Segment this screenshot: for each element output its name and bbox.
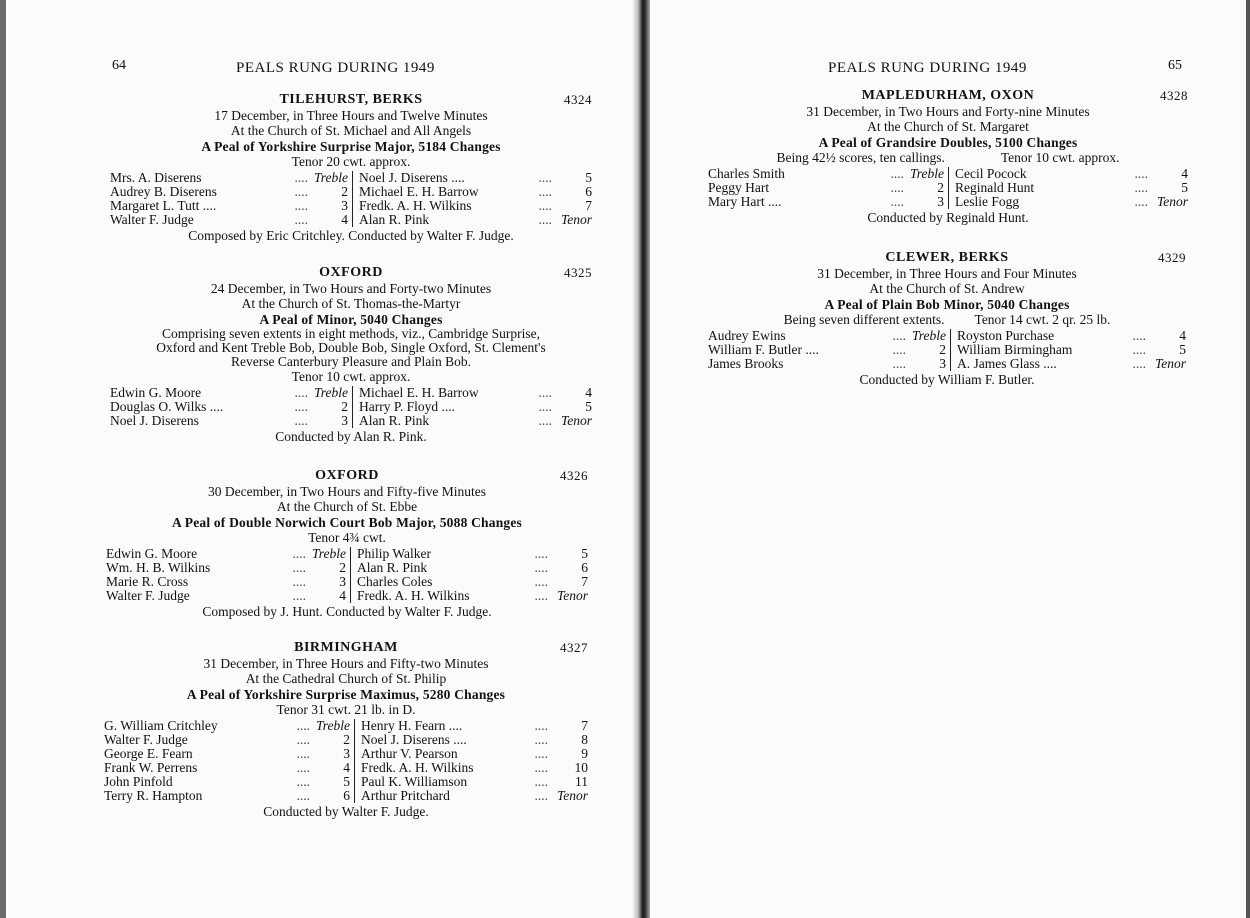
peal-church: At the Church of St. Andrew bbox=[869, 281, 1025, 296]
peal-entry bbox=[106, 468, 588, 619]
bell-position: Tenor bbox=[556, 787, 588, 803]
leader-dots: .... bbox=[892, 327, 906, 343]
ringer-name: Mrs. A. Diserens bbox=[110, 169, 202, 185]
ringer-name: George E. Fearn bbox=[104, 745, 193, 761]
leader-dots: .... bbox=[890, 179, 904, 195]
leader-dots: .... bbox=[538, 211, 552, 227]
bell-position: 4 bbox=[339, 587, 346, 603]
bell-position: 3 bbox=[937, 193, 944, 209]
bell-position: 2 bbox=[937, 179, 944, 195]
peal-place: MAPLEDURHAM, OXON bbox=[861, 88, 1035, 103]
peal-place: OXFORD bbox=[315, 468, 379, 483]
leader-dots: .... bbox=[296, 745, 310, 761]
ringer-name: Alan R. Pink bbox=[359, 412, 430, 428]
leader-dots: .... bbox=[292, 545, 306, 561]
ringer-name: Reginald Hunt bbox=[955, 179, 1035, 195]
ringer-row bbox=[357, 575, 588, 589]
ringer-row bbox=[957, 357, 1186, 371]
ringer-row bbox=[955, 195, 1188, 209]
bell-position: Treble bbox=[313, 384, 348, 400]
leader-dots: .... bbox=[294, 183, 308, 199]
bell-position: Treble bbox=[315, 717, 350, 733]
ringer-name: Marie R. Cross bbox=[106, 573, 189, 589]
ringer-row bbox=[106, 561, 346, 575]
ringers-table bbox=[110, 386, 592, 428]
peal-tenor: Tenor 10 cwt. approx. bbox=[1000, 150, 1120, 165]
leader-dots: .... bbox=[538, 183, 552, 199]
leader-dots: .... bbox=[534, 759, 548, 775]
peal-place: BIRMINGHAM bbox=[294, 640, 398, 655]
ringers-right-column bbox=[951, 329, 1186, 371]
ringer-row bbox=[110, 400, 348, 414]
running-head: PEALS RUNG DURING 1949 bbox=[236, 60, 435, 76]
peal-tenor: Tenor 20 cwt. approx. bbox=[291, 154, 411, 169]
ringer-row bbox=[359, 213, 592, 227]
ringer-row bbox=[361, 733, 588, 747]
peal-tenor: Tenor 10 cwt. approx. bbox=[291, 369, 411, 384]
ringer-row bbox=[110, 199, 348, 213]
bell-position: Tenor bbox=[1156, 193, 1188, 209]
ringer-row bbox=[357, 561, 588, 575]
ringer-row bbox=[708, 357, 946, 371]
bell-position: 2 bbox=[341, 183, 348, 199]
leader-dots: .... bbox=[538, 197, 552, 213]
ringer-row bbox=[357, 547, 588, 561]
ringers-left-column bbox=[110, 386, 353, 428]
running-head: PEALS RUNG DURING 1949 bbox=[828, 60, 1027, 76]
peal-church: At the Cathedral Church of St. Philip bbox=[245, 671, 447, 686]
ringers-left-column bbox=[106, 547, 351, 603]
bell-position: 10 bbox=[574, 759, 588, 775]
peal-date-line: 31 December, in Three Hours and Four Minutes bbox=[817, 265, 1077, 281]
bell-position: 5 bbox=[1181, 179, 1188, 195]
ringer-row bbox=[104, 775, 350, 789]
leader-dots: .... bbox=[294, 197, 308, 213]
ringer-name: Charles Smith bbox=[708, 165, 785, 181]
leader-dots: .... bbox=[534, 731, 548, 747]
right-page bbox=[650, 0, 1250, 918]
peal-church: At the Church of St. Thomas-the-Martyr bbox=[241, 296, 461, 311]
leader-dots: .... bbox=[892, 341, 906, 357]
bell-position: Tenor bbox=[560, 412, 592, 428]
ringer-name: Mary Hart .... bbox=[708, 193, 782, 209]
bell-position: 5 bbox=[585, 398, 592, 414]
peal-footer: Conducted by Alan R. Pink. bbox=[275, 428, 427, 444]
leader-dots: .... bbox=[294, 169, 308, 185]
ringer-name: Michael E. H. Barrow bbox=[359, 183, 479, 199]
ringer-name: Philip Walker bbox=[357, 545, 432, 561]
peal-extra-line bbox=[708, 150, 1188, 166]
leader-dots: .... bbox=[1132, 355, 1146, 371]
peal-number: 4329 bbox=[1158, 250, 1186, 265]
ringer-name: Michael E. H. Barrow bbox=[359, 384, 479, 400]
peal-date-line: 31 December, in Two Hours and Forty-nine Minutes bbox=[806, 103, 1090, 119]
ringers-table bbox=[708, 167, 1188, 209]
ringer-name: Wm. H. B. Wilkins bbox=[106, 559, 211, 575]
leader-dots: .... bbox=[296, 787, 310, 803]
peal-place: CLEWER, BERKS bbox=[885, 250, 1009, 265]
peal-footer: Composed by J. Hunt. Conducted by Walter F. Judge. bbox=[202, 603, 492, 619]
leader-dots: .... bbox=[292, 573, 306, 589]
ringers-left-column bbox=[708, 329, 951, 371]
ringer-row bbox=[357, 589, 588, 603]
leader-dots: .... bbox=[292, 587, 306, 603]
leader-dots: .... bbox=[1134, 165, 1148, 181]
ringer-row bbox=[957, 343, 1186, 357]
ringer-row bbox=[708, 343, 946, 357]
leader-dots: .... bbox=[294, 412, 308, 428]
ringer-name: Charles Coles bbox=[357, 573, 433, 589]
ringer-row bbox=[957, 329, 1186, 343]
ringer-name: Peggy Hart bbox=[708, 179, 770, 195]
peal-church: At the Church of St. Ebbe bbox=[276, 499, 418, 514]
ringer-name: Fredk. A. H. Wilkins bbox=[361, 759, 474, 775]
ringer-row bbox=[359, 185, 592, 199]
bell-position: 7 bbox=[581, 717, 588, 733]
ringer-row bbox=[106, 547, 346, 561]
leader-dots: .... bbox=[294, 398, 308, 414]
ringer-row bbox=[359, 199, 592, 213]
peal-tenor: Tenor 4¾ cwt. bbox=[308, 530, 386, 545]
ringer-name: John Pinfold bbox=[104, 773, 173, 789]
ringer-name: Arthur Pritchard bbox=[361, 787, 450, 803]
ringer-name: Margaret L. Tutt .... bbox=[110, 197, 217, 213]
ringer-name: Cecil Pocock bbox=[955, 165, 1027, 181]
peal-date-line: 24 December, in Two Hours and Forty-two Minutes bbox=[210, 280, 492, 296]
bell-position: 4 bbox=[1181, 165, 1188, 181]
peal-title: A Peal of Plain Bob Minor, 5040 Changes bbox=[824, 296, 1070, 312]
ringer-name: James Brooks bbox=[708, 355, 784, 371]
bell-position: 2 bbox=[339, 559, 346, 575]
ringer-name: Frank W. Perrens bbox=[104, 759, 198, 775]
ringer-name: Edwin G. Moore bbox=[106, 545, 198, 561]
ringers-table bbox=[104, 719, 588, 803]
bell-position: 4 bbox=[1179, 327, 1186, 343]
leader-dots: .... bbox=[534, 745, 548, 761]
bell-position: 3 bbox=[339, 573, 346, 589]
ringer-row bbox=[110, 185, 348, 199]
bell-position: 5 bbox=[1179, 341, 1186, 357]
ringer-row bbox=[110, 213, 348, 227]
peal-title: A Peal of Minor, 5040 Changes bbox=[259, 311, 443, 327]
bell-position: Tenor bbox=[556, 587, 588, 603]
peal-heading bbox=[104, 640, 588, 656]
ringer-row bbox=[708, 167, 944, 181]
peal-number: 4325 bbox=[564, 265, 592, 280]
leader-dots: .... bbox=[294, 211, 308, 227]
bell-position: 7 bbox=[581, 573, 588, 589]
ringer-name: Audrey Ewins bbox=[708, 327, 786, 343]
ringer-name: G. William Critchley bbox=[104, 717, 218, 733]
bell-position: 4 bbox=[343, 759, 350, 775]
ringer-row bbox=[104, 789, 350, 803]
bell-position: 6 bbox=[343, 787, 350, 803]
peal-heading bbox=[708, 88, 1188, 104]
peal-place: TILEHURST, BERKS bbox=[279, 92, 423, 107]
bell-position: 8 bbox=[581, 731, 588, 747]
ringer-name: Alan R. Pink bbox=[359, 211, 430, 227]
ringer-name: William F. Butler .... bbox=[708, 341, 819, 357]
ringer-row bbox=[359, 414, 592, 428]
leader-dots: .... bbox=[296, 773, 310, 789]
page-number: 65 bbox=[1168, 58, 1182, 73]
peal-church: At the Church of St. Margaret bbox=[867, 119, 1029, 134]
ringer-row bbox=[104, 747, 350, 761]
leader-dots: .... bbox=[296, 759, 310, 775]
peal-scores-note: Being seven different extents. bbox=[783, 312, 945, 327]
bell-position: 3 bbox=[939, 355, 946, 371]
peal-entry bbox=[708, 250, 1186, 387]
peal-tenor: Tenor 31 cwt. 21 lb. in D. bbox=[276, 702, 416, 717]
ringer-row bbox=[359, 171, 592, 185]
peal-church: At the Church of St. Michael and All Angels bbox=[230, 123, 472, 138]
leader-dots: .... bbox=[294, 384, 308, 400]
bell-position: 11 bbox=[575, 773, 588, 789]
peal-date-line: 30 December, in Two Hours and Fifty-five Minutes bbox=[208, 483, 486, 499]
ringer-row bbox=[359, 400, 592, 414]
bell-position: 4 bbox=[341, 211, 348, 227]
leader-dots: .... bbox=[538, 398, 552, 414]
peal-heading bbox=[110, 92, 592, 108]
ringer-name: Noel J. Diserens bbox=[110, 412, 199, 428]
ringers-left-column bbox=[110, 171, 353, 227]
peal-entry bbox=[708, 88, 1188, 225]
leader-dots: .... bbox=[534, 587, 548, 603]
leader-dots: .... bbox=[292, 559, 306, 575]
peal-number: 4327 bbox=[560, 640, 588, 655]
bell-position: 5 bbox=[585, 169, 592, 185]
leader-dots: .... bbox=[538, 384, 552, 400]
ringer-row bbox=[106, 575, 346, 589]
peal-number: 4326 bbox=[560, 468, 588, 483]
peal-title: A Peal of Double Norwich Court Bob Major, 5088 Changes bbox=[171, 514, 523, 530]
leader-dots: .... bbox=[1134, 179, 1148, 195]
bell-position: 4 bbox=[585, 384, 592, 400]
leader-dots: .... bbox=[534, 545, 548, 561]
ringer-name: Walter F. Judge bbox=[110, 211, 194, 227]
bell-position: Tenor bbox=[560, 211, 592, 227]
peal-footer: Composed by Eric Critchley. Conducted by Walter F. Judge. bbox=[188, 227, 514, 243]
ringers-table bbox=[110, 171, 592, 227]
bell-position: 6 bbox=[581, 559, 588, 575]
leader-dots: .... bbox=[1132, 341, 1146, 357]
ringer-row bbox=[708, 195, 944, 209]
ringers-table bbox=[708, 329, 1186, 371]
bell-position: 2 bbox=[939, 341, 946, 357]
peal-heading bbox=[110, 265, 592, 281]
leader-dots: .... bbox=[534, 717, 548, 733]
bell-position: 5 bbox=[581, 545, 588, 561]
bell-position: 3 bbox=[341, 197, 348, 213]
peal-footer: Conducted by Reginald Hunt. bbox=[867, 209, 1029, 225]
bell-position: Treble bbox=[909, 165, 944, 181]
peal-footer: Conducted by William F. Butler. bbox=[859, 371, 1035, 387]
peal-date-line: 31 December, in Three Hours and Fifty-two Minutes bbox=[203, 655, 489, 671]
ringer-name: Alan R. Pink bbox=[357, 559, 428, 575]
bell-position: Tenor bbox=[1154, 355, 1186, 371]
ringer-name: Edwin G. Moore bbox=[110, 384, 202, 400]
leader-dots: .... bbox=[534, 573, 548, 589]
ringer-name: Arthur V. Pearson bbox=[361, 745, 458, 761]
ringer-name: William Birmingham bbox=[957, 341, 1073, 357]
ringer-row bbox=[104, 761, 350, 775]
leader-dots: .... bbox=[1134, 193, 1148, 209]
ringer-name: Terry R. Hampton bbox=[104, 787, 203, 803]
leader-dots: .... bbox=[296, 731, 310, 747]
ringer-name: Fredk. A. H. Wilkins bbox=[359, 197, 472, 213]
ringers-left-column bbox=[104, 719, 355, 803]
bell-position: 3 bbox=[343, 745, 350, 761]
ringer-name: Douglas O. Wilks .... bbox=[110, 398, 224, 414]
peal-note-line: Comprising seven extents in eight methods, viz., Cambridge Surprise, bbox=[162, 326, 540, 341]
ringer-row bbox=[361, 747, 588, 761]
peal-extra-line bbox=[708, 312, 1186, 328]
ringer-name: Royston Purchase bbox=[957, 327, 1055, 343]
ringer-row bbox=[361, 789, 588, 803]
peal-date-line: 17 December, in Three Hours and Twelve Minutes bbox=[214, 107, 488, 123]
leader-dots: .... bbox=[538, 412, 552, 428]
peal-note-line: Reverse Canterbury Pleasure and Plain Bob. bbox=[231, 354, 471, 369]
ringer-name: Paul K. Williamson bbox=[361, 773, 468, 789]
bell-position: 5 bbox=[343, 773, 350, 789]
ringer-row bbox=[361, 719, 588, 733]
ringers-right-column bbox=[355, 719, 588, 803]
peal-number: 4328 bbox=[1160, 88, 1188, 103]
ringer-row bbox=[106, 589, 346, 603]
bell-position: 2 bbox=[341, 398, 348, 414]
peal-heading bbox=[708, 250, 1186, 266]
peal-place: OXFORD bbox=[319, 265, 383, 280]
ringer-row bbox=[359, 386, 592, 400]
leader-dots: .... bbox=[1132, 327, 1146, 343]
ringer-name: Henry H. Fearn .... bbox=[361, 717, 463, 733]
peal-scores-note: Being 42½ scores, ten callings. bbox=[776, 150, 945, 165]
leader-dots: .... bbox=[892, 355, 906, 371]
ringer-row bbox=[361, 761, 588, 775]
ringers-right-column bbox=[353, 386, 592, 428]
ringer-name: Audrey B. Diserens bbox=[110, 183, 217, 199]
leader-dots: .... bbox=[538, 169, 552, 185]
peal-footer: Conducted by Walter F. Judge. bbox=[263, 803, 429, 819]
peal-entry bbox=[110, 265, 592, 444]
ringer-row bbox=[708, 181, 944, 195]
peal-tenor: Tenor 14 cwt. 2 qr. 25 lb. bbox=[974, 312, 1111, 327]
ringer-name: Walter F. Judge bbox=[104, 731, 188, 747]
bell-position: 7 bbox=[585, 197, 592, 213]
ringers-table bbox=[106, 547, 588, 603]
ringer-row bbox=[955, 167, 1188, 181]
leader-dots: .... bbox=[890, 165, 904, 181]
ringer-name: Fredk. A. H. Wilkins bbox=[357, 587, 470, 603]
peal-title: A Peal of Yorkshire Surprise Major, 5184 Changes bbox=[201, 138, 501, 154]
ringers-right-column bbox=[949, 167, 1188, 209]
leader-dots: .... bbox=[534, 773, 548, 789]
leader-dots: .... bbox=[534, 787, 548, 803]
ringers-left-column bbox=[708, 167, 949, 209]
peal-entry bbox=[104, 640, 588, 819]
ringer-row bbox=[110, 171, 348, 185]
ringers-right-column bbox=[353, 171, 592, 227]
bell-position: 2 bbox=[343, 731, 350, 747]
ringer-row bbox=[104, 719, 350, 733]
peal-heading bbox=[106, 468, 588, 484]
ringer-name: Noel J. Diserens .... bbox=[359, 169, 465, 185]
leader-dots: .... bbox=[890, 193, 904, 209]
ringer-row bbox=[110, 414, 348, 428]
leader-dots: .... bbox=[534, 559, 548, 575]
peal-entry bbox=[110, 92, 592, 243]
ringer-row bbox=[708, 329, 946, 343]
ringer-row bbox=[110, 386, 348, 400]
bell-position: Treble bbox=[313, 169, 348, 185]
ringers-right-column bbox=[351, 547, 588, 603]
bell-position: 3 bbox=[341, 412, 348, 428]
ringer-name: Noel J. Diserens .... bbox=[361, 731, 467, 747]
peal-title: A Peal of Yorkshire Surprise Maximus, 5280 Changes bbox=[186, 686, 506, 702]
peal-title: A Peal of Grandsire Doubles, 5100 Changes bbox=[818, 134, 1078, 150]
bell-position: Treble bbox=[911, 327, 946, 343]
ringer-name: Walter F. Judge bbox=[106, 587, 190, 603]
ringer-name: A. James Glass .... bbox=[957, 355, 1057, 371]
peal-note-line: Oxford and Kent Treble Bob, Double Bob, Single Oxford, St. Clement's bbox=[156, 340, 546, 355]
bell-position: Treble bbox=[311, 545, 346, 561]
bell-position: 6 bbox=[585, 183, 592, 199]
ringer-row bbox=[955, 181, 1188, 195]
bell-position: 9 bbox=[581, 745, 588, 761]
peal-number: 4324 bbox=[564, 92, 592, 107]
ringer-name: Leslie Fogg bbox=[955, 193, 1020, 209]
ringer-row bbox=[104, 733, 350, 747]
page-number: 64 bbox=[112, 58, 126, 73]
ringer-row bbox=[361, 775, 588, 789]
ringer-name: Harry P. Floyd .... bbox=[359, 398, 456, 414]
leader-dots: .... bbox=[296, 717, 310, 733]
